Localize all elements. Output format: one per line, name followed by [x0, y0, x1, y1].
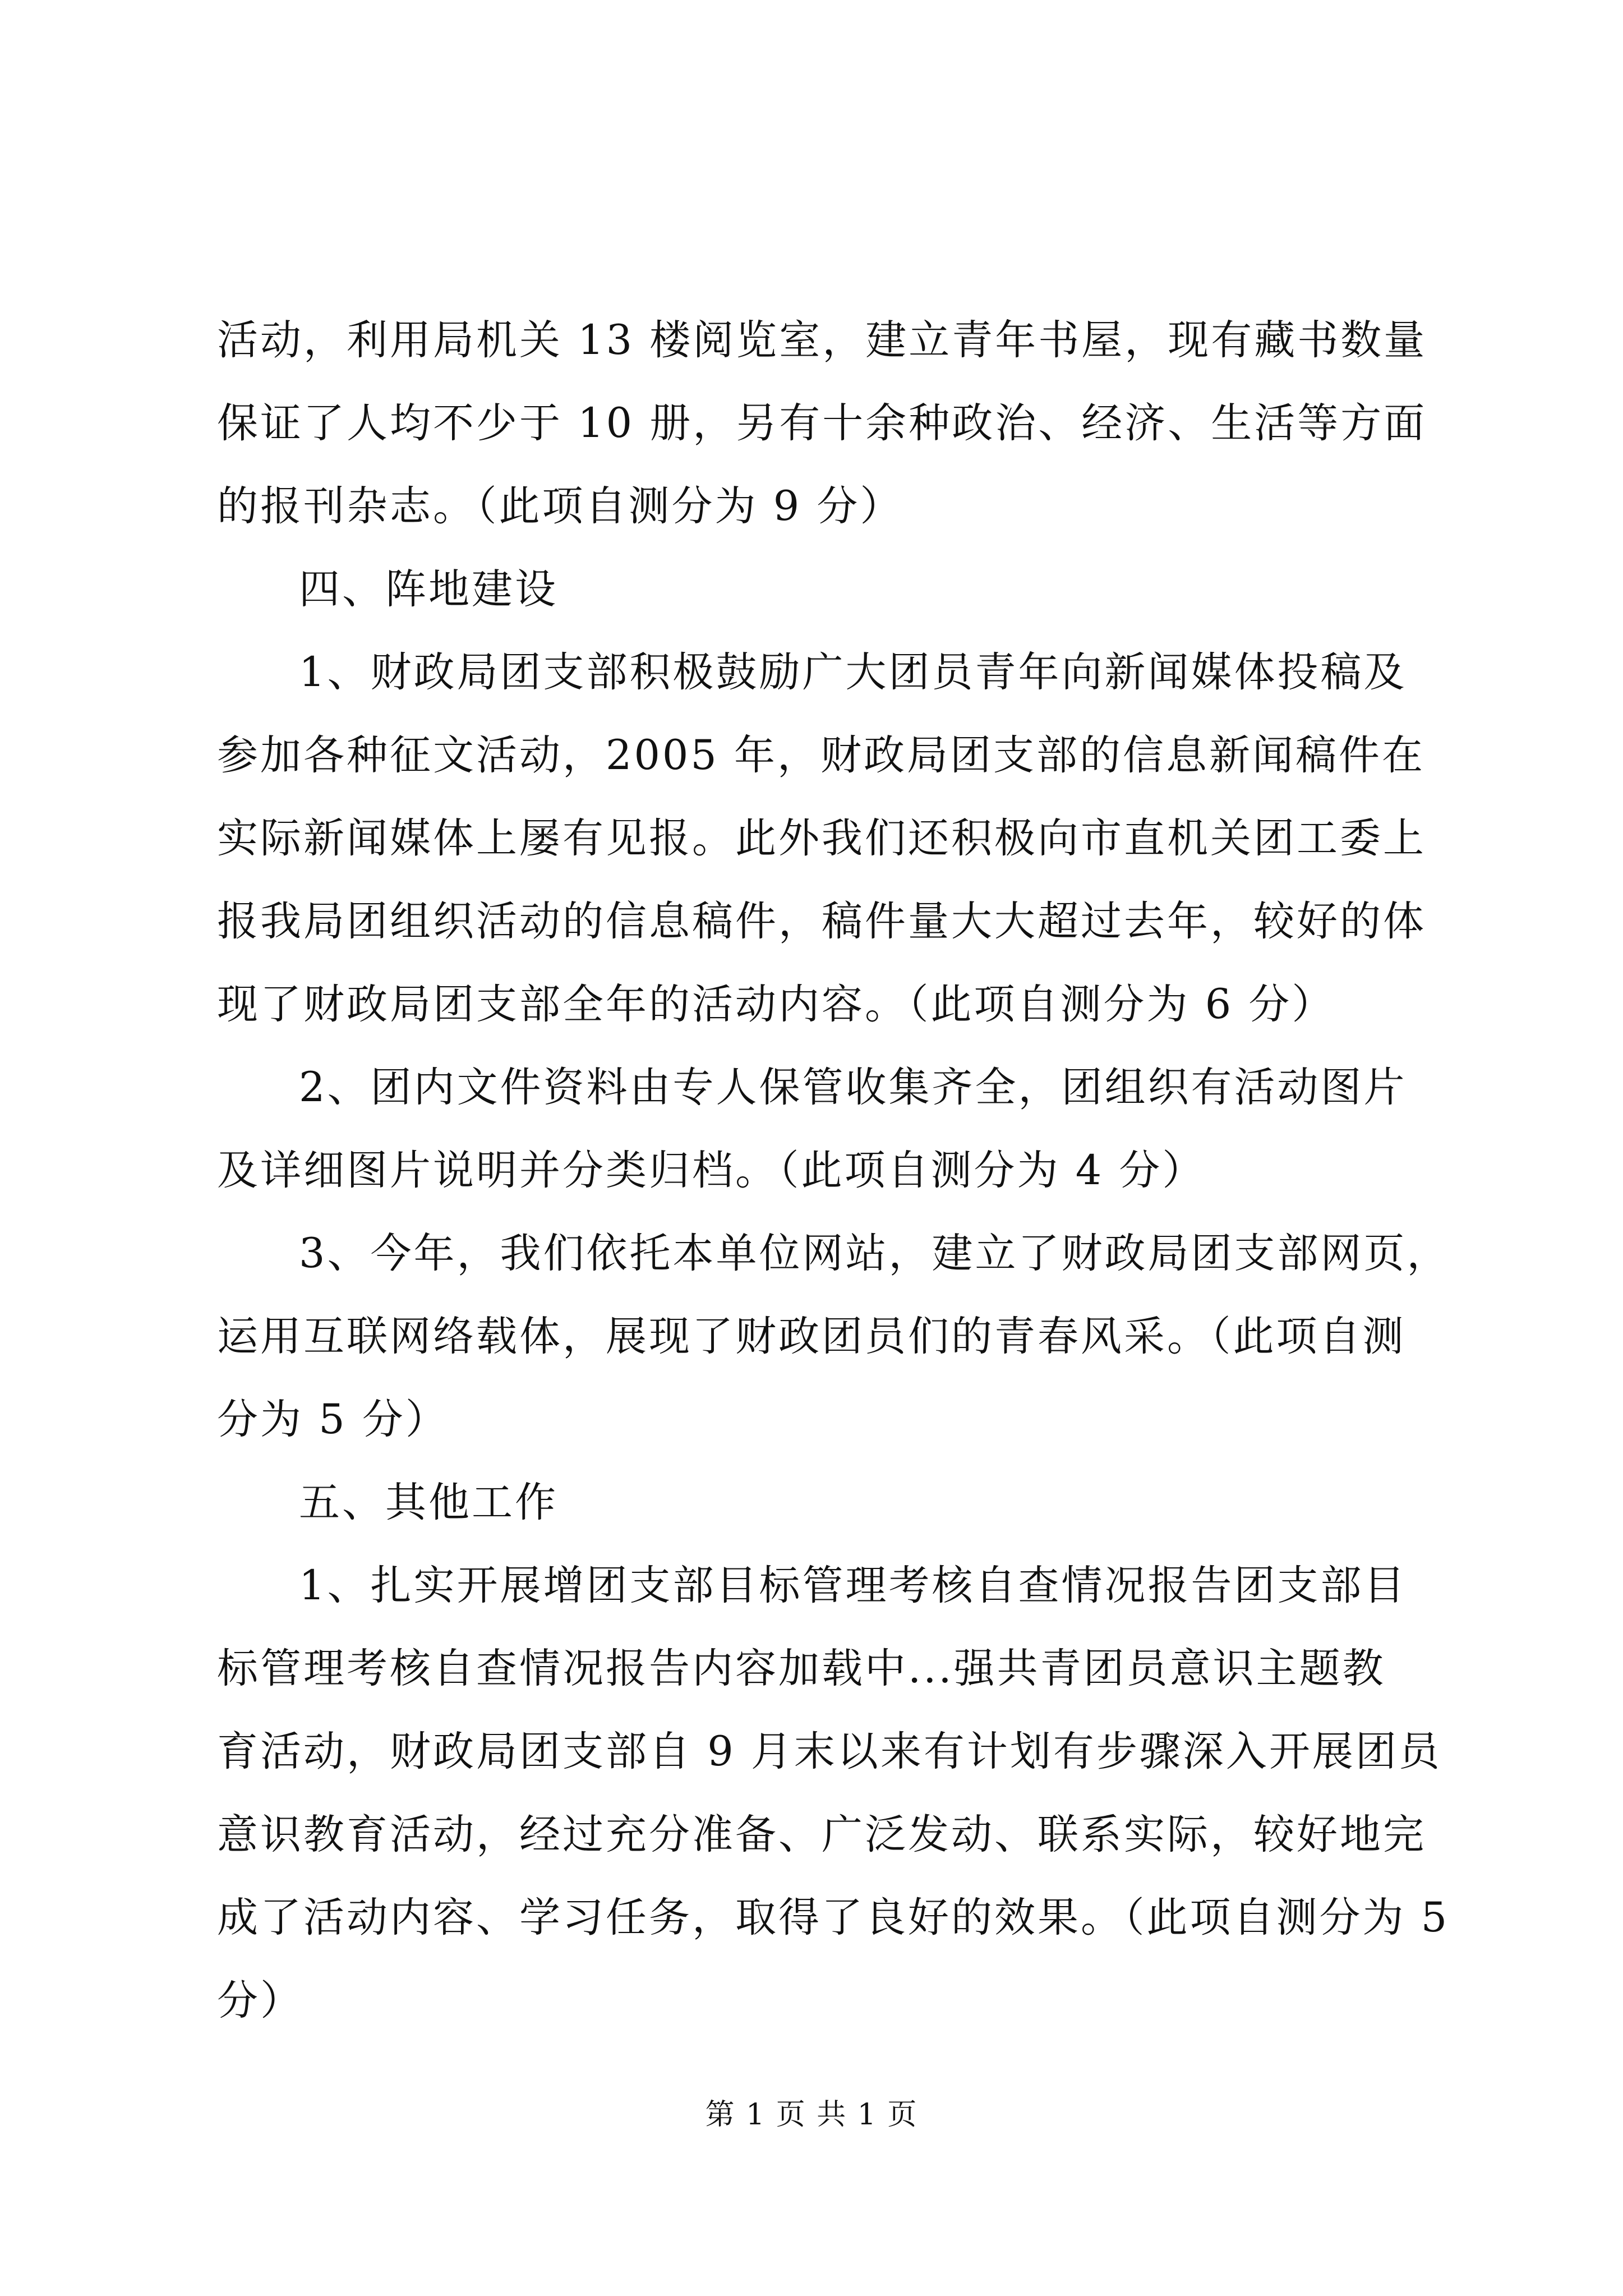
text-line: 的报刊杂志。（此项自测分为 9 分）: [217, 482, 903, 530]
text-line: 分）: [217, 1977, 303, 2024]
text-line: 3、今年，我们依托本单位网站，建立了财政局团支部网页，: [299, 1230, 1450, 1277]
document-body: [217, 299, 1450, 2042]
text-line: 育活动，财政局团支部自 9 月末以来有计划有步骤深入开展团员: [217, 1728, 1442, 1775]
text-line: 及详细图片说明并分类归档。（此项自测分为 4 分）: [217, 1147, 1206, 1194]
text-line: 分为 5 分）: [217, 1396, 449, 1443]
section-heading: 四、阵地建设: [299, 565, 558, 613]
text-line: 运用互联网络载体，展现了财政团员们的青春风采。（此项自测: [217, 1313, 1406, 1360]
page-number-footer: 第 1 页 共 1 页: [705, 2098, 918, 2132]
text-line: 1、财政局团支部积极鼓励广大团员青年向新闻媒体投稿及: [299, 648, 1407, 696]
text-line: 现了财政局团支部全年的活动内容。（此项自测分为 6 分）: [217, 981, 1335, 1028]
text-line: 1、扎实开展增团支部目标管理考核自查情况报告团支部目: [299, 1562, 1407, 1609]
text-line: 标管理考核自查情况报告内容加载中...强共青团员意识主题教: [217, 1645, 1386, 1692]
text-line: 活动，利用局机关 13 楼阅览室，建立青年书屋，现有藏书数量: [217, 316, 1427, 364]
text-line: 意识教育活动，经过充分准备、广泛发动、联系实际，较好地完: [217, 1811, 1426, 1858]
section-heading: 五、其他工作: [299, 1479, 558, 1526]
text-line: 实际新闻媒体上屡有见报。此外我们还积极向市直机关团工委上: [217, 815, 1426, 862]
text-line: 参加各种征文活动，2005 年，财政局团支部的信息新闻稿件在: [217, 731, 1425, 779]
text-line: 报我局团组织活动的信息稿件，稿件量大大超过去年，较好的体: [217, 898, 1426, 945]
text-line: 2、团内文件资料由专人保管收集齐全，团组织有活动图片: [299, 1064, 1407, 1111]
text-line: 保证了人均不少于 10 册，另有十余种政治、经济、生活等方面: [217, 399, 1427, 447]
text-line: 成了活动内容、学习任务，取得了良好的效果。（此项自测分为 5: [217, 1894, 1450, 1941]
